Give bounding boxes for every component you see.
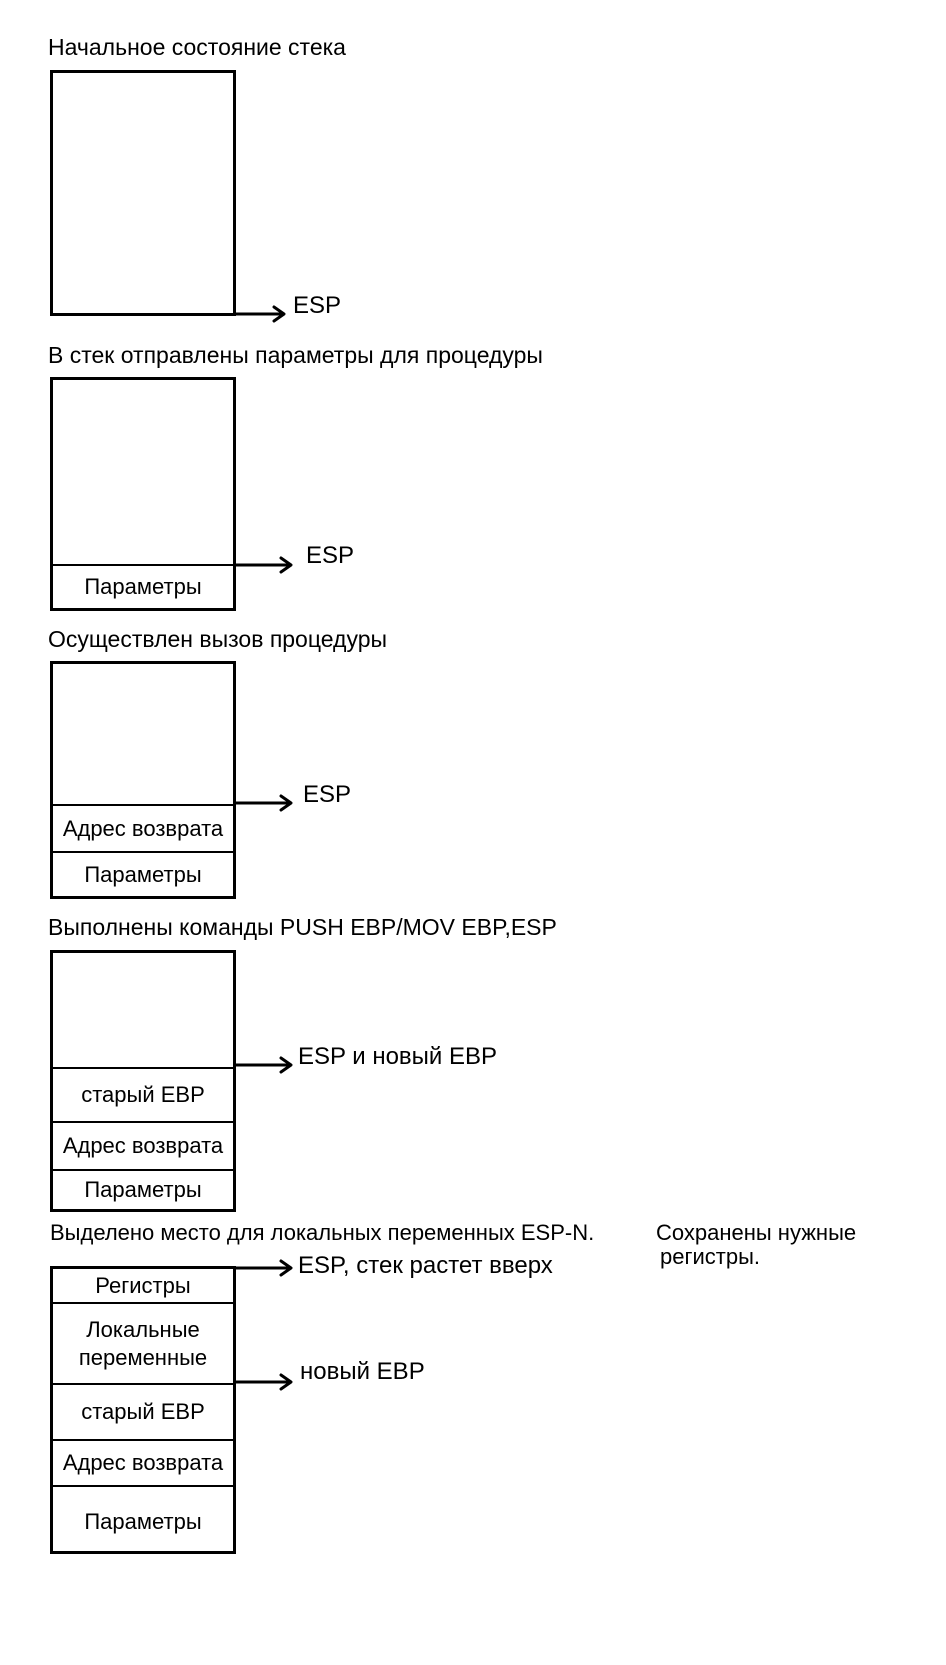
- frame-4-caption: Выполнены команды PUSH EBP/MOV EBP,ESP: [48, 914, 557, 940]
- frame-5-cell-return-address: Адрес возврата: [53, 1439, 233, 1485]
- frame-2-cell-params: Параметры: [53, 564, 233, 608]
- frame-5-note-line-2: регистры.: [660, 1244, 761, 1269]
- frame-1-pointer-esp: ESP: [293, 292, 342, 319]
- frame-2-pointer-esp: ESP: [306, 542, 355, 569]
- frame-3-cell-params: Параметры: [53, 851, 233, 896]
- frame-2-arrow: [236, 558, 291, 572]
- frame-1-arrow: [236, 307, 284, 321]
- frame-1-caption: Начальное состояние стека: [48, 34, 346, 60]
- frame-5-arrow-new-ebp: [236, 1375, 291, 1389]
- frame-3-caption: Осуществлен вызов процедуры: [48, 626, 388, 652]
- frame-5-arrow-esp: [236, 1261, 291, 1275]
- frame-5-cell-local-vars: Локальные переменные: [53, 1302, 233, 1383]
- frame-4-arrow: [236, 1058, 291, 1072]
- frame-4-pointer-esp-new-ebp: ESP и новый EBP: [298, 1043, 498, 1070]
- frame-2-caption: В стек отправлены параметры для процедуры: [48, 342, 543, 368]
- frame-5-note-line-1: Сохранены нужные: [656, 1220, 857, 1245]
- frame-5-pointer-esp: ESP, стек растет вверх: [298, 1252, 553, 1279]
- frame-4-cell-old-ebp: старый EBP: [53, 1067, 233, 1121]
- frame-3-arrow: [236, 796, 291, 810]
- frame-3-pointer-esp: ESP: [303, 781, 352, 808]
- frame-3-cell-return-address: Адрес возврата: [53, 804, 233, 851]
- frame-5-cell-params: Параметры: [53, 1485, 233, 1551]
- frame-5-caption: Выделено место для локальных переменных ESP-N.: [50, 1220, 595, 1245]
- frame-5-cell-old-ebp: старый EBP: [53, 1383, 233, 1439]
- frame-5-cell-registers: Регистры: [95, 1272, 191, 1298]
- frame-5-pointer-new-ebp: новый EBP: [300, 1358, 425, 1385]
- frame-4-cell-params: Параметры: [53, 1169, 233, 1209]
- frame-4-cell-return-address: Адрес возврата: [53, 1121, 233, 1169]
